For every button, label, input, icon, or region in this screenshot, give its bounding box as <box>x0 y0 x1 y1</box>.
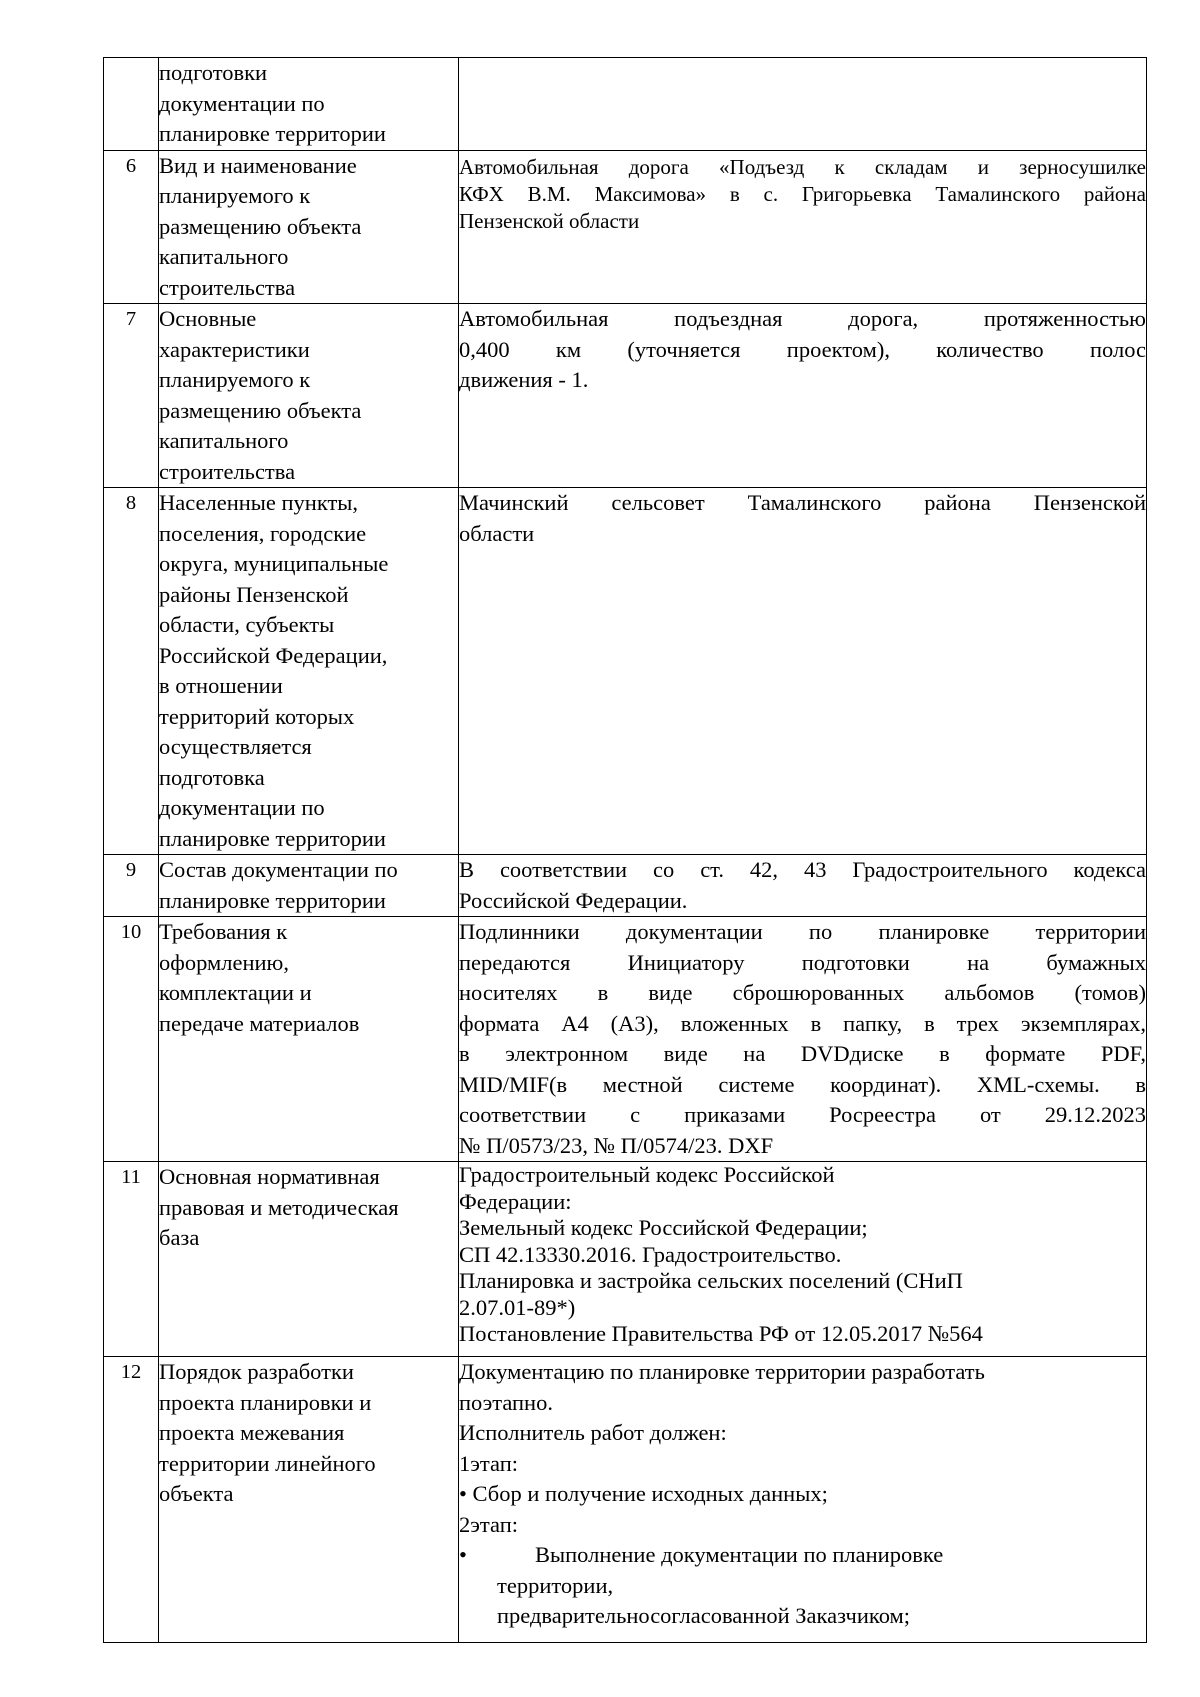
row-number: 8 <box>104 488 159 855</box>
row-number: 10 <box>104 917 159 1162</box>
row-value: Автомобильная дорога «Подъезд к складам и зерносушилке КФХ В.М. Максимова» в с. Григорьевка Тамалинского района Пензенской области <box>459 150 1147 304</box>
row-value: Мачинский сельсовет Тамалинского района Пензенской области <box>459 488 1147 855</box>
row-number <box>104 58 159 151</box>
row-label: Населенные пункты, поселения, городские округа, муниципальные районы Пензенской области, субъекты Российской Федерации, в отношении территорий которых осуществляется подготовка документации по планировке территории <box>159 488 459 855</box>
row-number: 6 <box>104 150 159 304</box>
row-label: Вид и наименование планируемого к размещению объекта капитального строительства <box>159 150 459 304</box>
row-value: Градостроительный кодекс Российской Федерации: Земельный кодекс Российской Федерации; СП 42.13330.2016. Градостроительство. Планировка и застройка сельских поселений (СНиП 2.07.01-89*) Постановление Правительства РФ от 12.05.2017 №564 <box>459 1162 1147 1357</box>
row-label: Основные характеристики планируемого к размещению объекта капитального строительства <box>159 304 459 488</box>
row-label: Состав документации по планировке территории <box>159 855 459 917</box>
table-row <box>104 58 1147 151</box>
table-row <box>104 488 1147 855</box>
row-value: Документацию по планировке территории разработать поэтапно. Исполнитель работ должен: 1этап: • Сбор и получение исходных данных; 2этап: • Выполнение документации по планировке территории, предварительносогласованной Заказчиком; <box>459 1357 1147 1643</box>
table-row <box>104 150 1147 304</box>
row-value <box>459 58 1147 151</box>
row-number: 7 <box>104 304 159 488</box>
row-value: Автомобильная подъездная дорога, протяженностью 0,400 км (уточняется проектом), количество полос движения - 1. <box>459 304 1147 488</box>
row-value: В соответствии со ст. 42, 43 Градостроительного кодекса Российской Федерации. <box>459 855 1147 917</box>
table-row <box>104 1357 1147 1643</box>
row-value: Подлинники документации по планировке территории передаются Инициатору подготовки на бумажных носителях в виде сброшюрованных альбомов (томов) формата А4 (А3), вложенных в папку, в трех экземплярах, в электронном виде на DVDдиске в формате PDF, MID/MIF(в местной системе координат). XML-схемы. в соответствии с приказами Росреестра от 29.12.2023 № П/0573/23, № П/0574/23. DXF <box>459 917 1147 1162</box>
row-label: Порядок разработки проекта планировки и проекта межевания территории линейного объекта <box>159 1357 459 1643</box>
table-row <box>104 917 1147 1162</box>
row-label: подготовки документации по планировке территории <box>159 58 459 151</box>
table-row <box>104 855 1147 917</box>
table-row <box>104 304 1147 488</box>
document-table <box>103 57 1147 1643</box>
row-number: 9 <box>104 855 159 917</box>
row-label: Требования к оформлению, комплектации и передаче материалов <box>159 917 459 1162</box>
row-number: 11 <box>104 1162 159 1357</box>
row-number: 12 <box>104 1357 159 1643</box>
row-label: Основная нормативная правовая и методическая база <box>159 1162 459 1357</box>
bullet-item: • Выполнение документации по планировке <box>459 1540 1146 1571</box>
table-row <box>104 1162 1147 1357</box>
bullet-mark: • <box>459 1542 467 1567</box>
